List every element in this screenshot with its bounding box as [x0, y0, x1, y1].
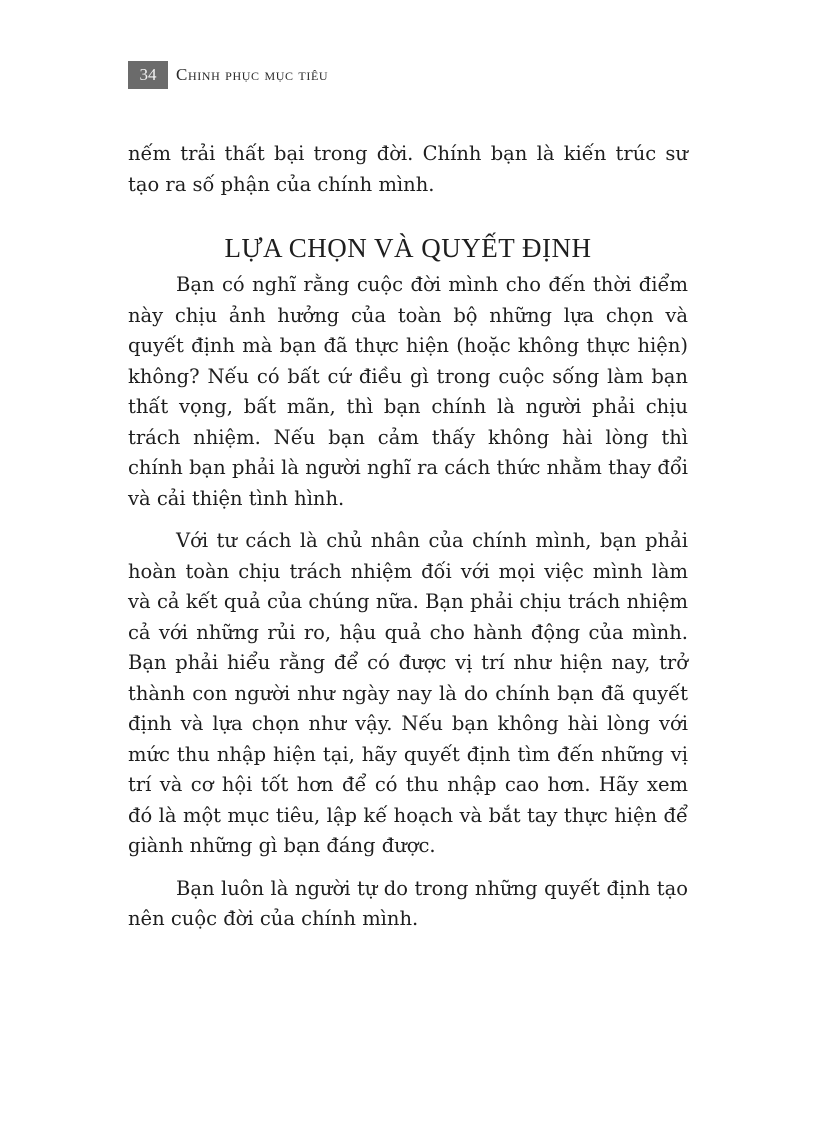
- running-header: [128, 61, 328, 89]
- page-number: 34: [128, 61, 168, 89]
- page-body: [128, 139, 688, 947]
- section-heading: LỰA CHỌN VÀ QUYẾT ĐỊNH: [224, 233, 592, 263]
- lead-paragraph: nếm trải thất bại trong đời. Chính bạn là kiến trúc sư tạo ra số phận của chính mình.: [128, 142, 688, 196]
- book-title: Chinh phục mục tiêu: [176, 65, 329, 84]
- body-paragraph: Bạn luôn là người tự do trong những quyết định tạo nên cuộc đời của chính mình.: [128, 876, 688, 930]
- body-paragraph: Với tư cách là chủ nhân của chính mình, bạn phải hoàn toàn chịu trách nhiệm đối với mọi việc mình làm và cả kết quả của chúng nữa. Bạn phải chịu trách nhiệm cả với những rủi ro, hậu quả cho hành động của mình. Bạn phải hiểu rằng để có được vị trí như hiện nay, trở thành con người như ngày nay là do chính bạn đã quyết định và lựa chọn như vậy. Nếu bạn không hài lòng với mức thu nhập hiện tại, hãy quyết định tìm đến những vị trí và cơ hội tốt hơn để có thu nhập cao hơn. Hãy xem đó là một mục tiêu, lập kế hoạch và bắt tay thực hiện để giành những gì bạn đáng được.: [128, 529, 688, 857]
- body-paragraph: Bạn có nghĩ rằng cuộc đời mình cho đến thời điểm này chịu ảnh hưởng của toàn bộ những lựa chọn và quyết định mà bạn đã thực hiện (hoặc không thực hiện) không? Nếu có bất cứ điều gì trong cuộc sống làm bạn thất vọng, bất mãn, thì bạn chính là người phải chịu trách nhiệm. Nếu bạn cảm thấy không hài lòng thì chính bạn phải là người nghĩ ra cách thức nhằm thay đổi và cải thiện tình hình.: [128, 273, 688, 510]
